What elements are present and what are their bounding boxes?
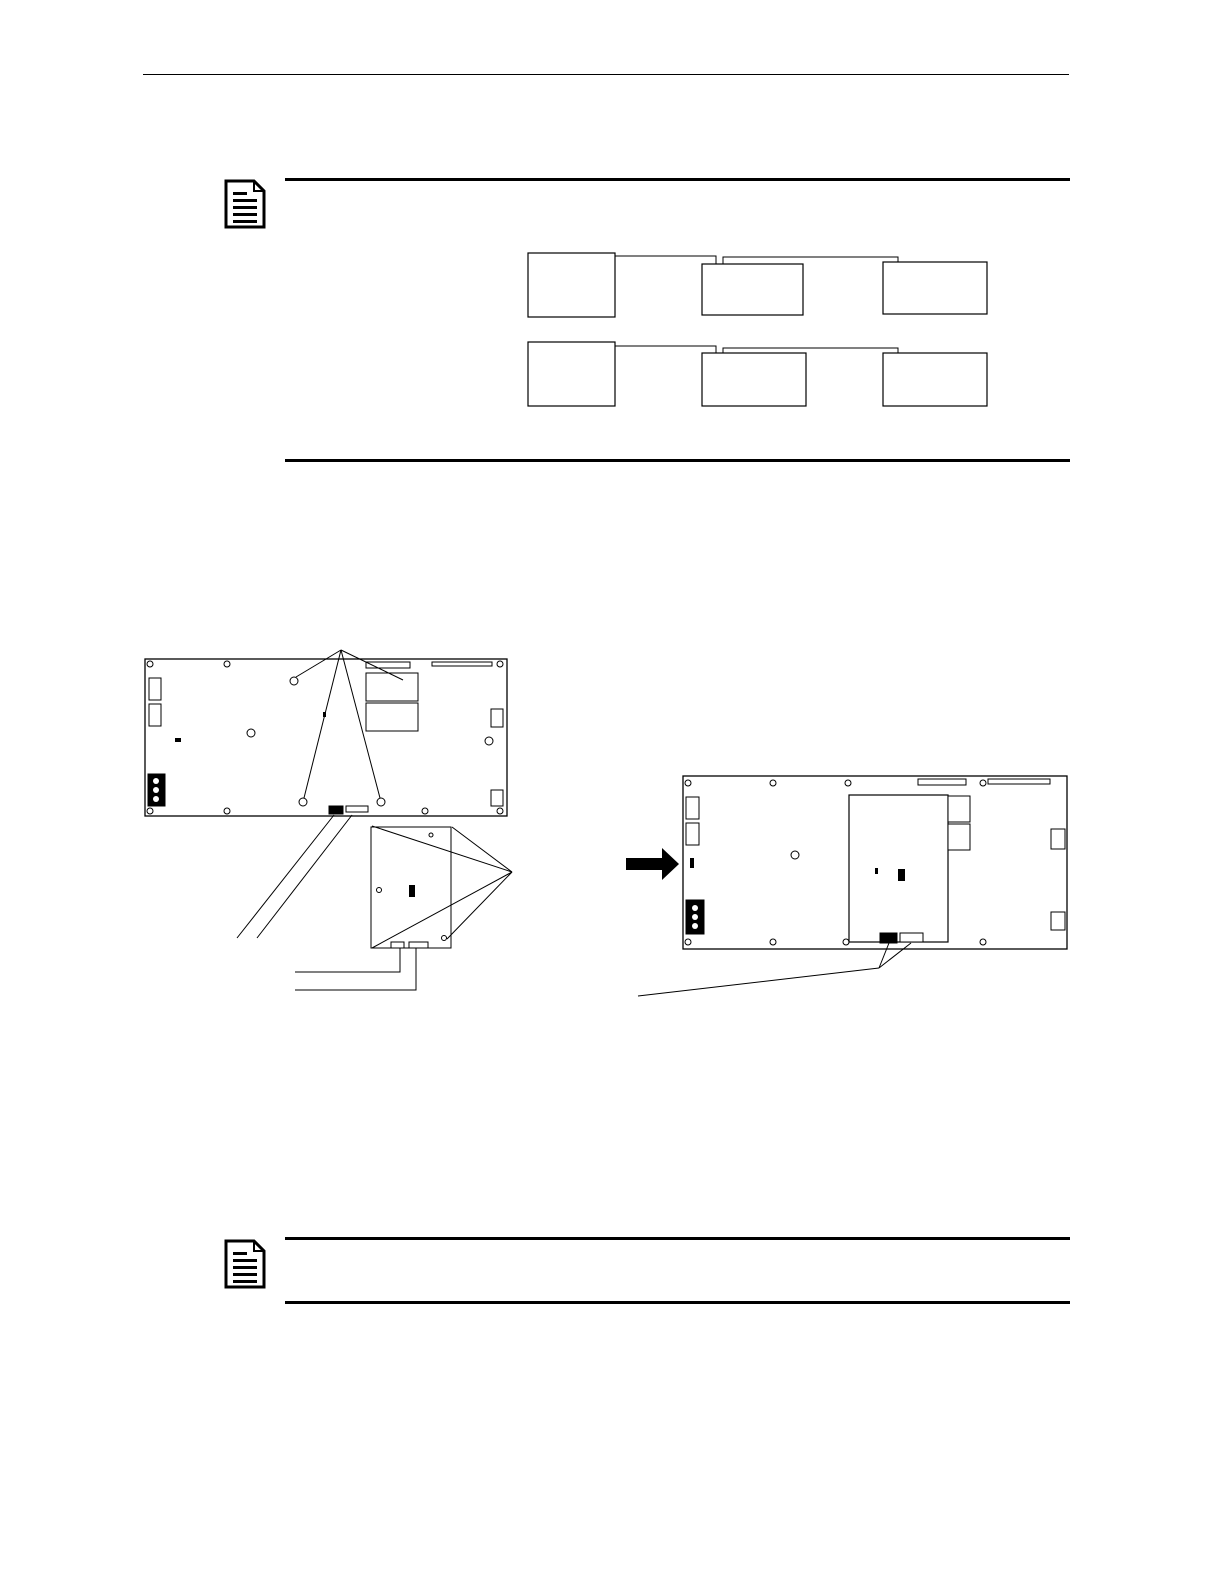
note-top-rule <box>285 1237 1070 1240</box>
option-card <box>371 827 451 948</box>
note-bottom-rule <box>285 1301 1070 1304</box>
main-board-left <box>145 659 507 816</box>
note-icon <box>224 1239 266 1289</box>
main-board-right <box>683 776 1067 949</box>
arrow-right-icon <box>626 848 679 880</box>
